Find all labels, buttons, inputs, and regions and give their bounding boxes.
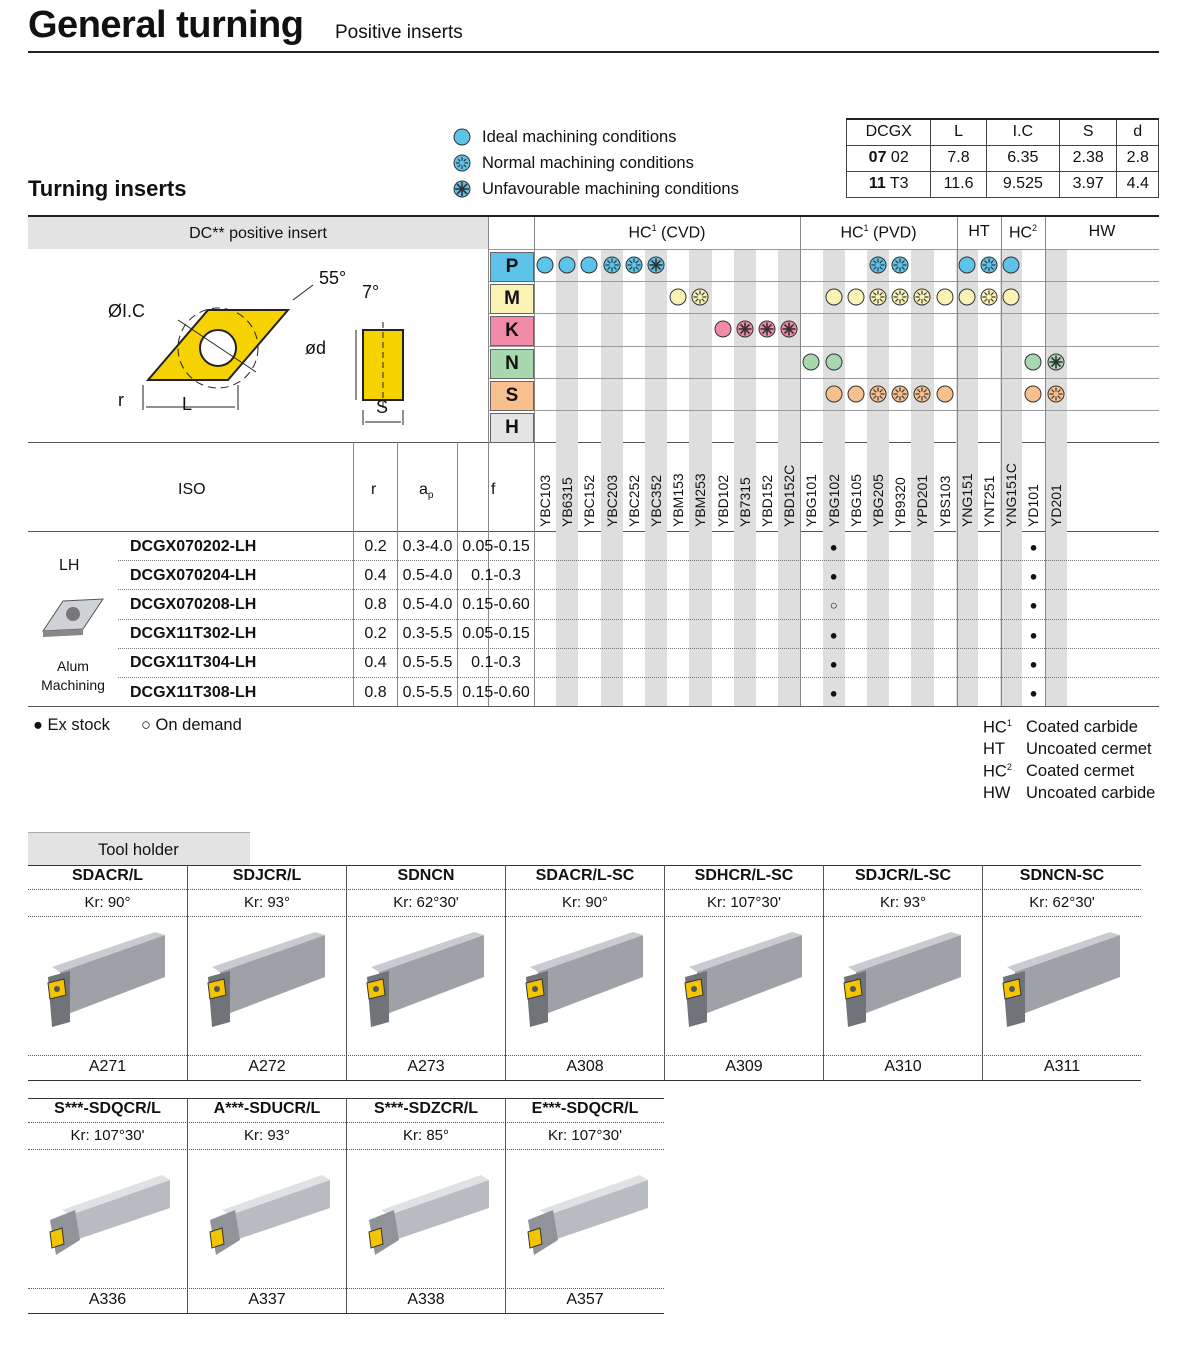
grade-table: [28, 215, 1159, 709]
on-demand-note: ○ On demand: [141, 716, 242, 734]
material-m: M: [490, 284, 534, 314]
holder-kr: Kr: 93°: [243, 1127, 291, 1144]
material-p: P: [490, 252, 534, 282]
holder-code: A357: [566, 1291, 604, 1308]
col-f: f: [491, 481, 496, 498]
grade-label: YBD102: [714, 474, 731, 527]
grade-label: YB6315: [559, 477, 576, 527]
holder-card: [505, 865, 664, 1080]
holder-code: A336: [88, 1291, 127, 1308]
holder-code: A311: [1043, 1058, 1081, 1075]
material-row-line: [488, 410, 1159, 411]
f-value: 0.05-0.15: [462, 625, 530, 643]
holder-code: A338: [407, 1291, 445, 1308]
dim-header: S: [1060, 119, 1117, 145]
dim-value: 6.35: [986, 145, 1059, 171]
normal-circle-icon: [452, 153, 472, 173]
normal-circle-icon: [912, 384, 932, 404]
material-k: K: [490, 316, 534, 346]
normal-circle-icon: [690, 287, 710, 307]
dim-value: 9.525: [986, 171, 1059, 197]
holder-code: A309: [725, 1058, 763, 1075]
stock-mark: ●: [1029, 656, 1038, 672]
normal-circle-icon: [868, 287, 888, 307]
tool-holder-image: [995, 927, 1135, 1037]
iso-code: DCGX11T302-LH: [130, 625, 257, 643]
holder-name: SDHCR/L-SC: [694, 867, 794, 884]
grade-label: YNT251: [981, 475, 997, 527]
holder-name: A***-SDUCR/L: [213, 1100, 321, 1117]
radius-value: 0.4: [364, 566, 387, 584]
grade-label: YBD152: [759, 474, 775, 527]
holder-name: SDACR/L-SC: [535, 867, 635, 884]
holder-name: SDJCR/L: [232, 867, 302, 884]
holder-kr: Kr: 93°: [879, 894, 927, 911]
page-subtitle: Positive inserts: [335, 22, 463, 43]
ideal-circle-icon: [713, 319, 733, 339]
abbr-hc1-desc: Coated carbide: [1026, 718, 1138, 736]
normal-circle-icon: [890, 384, 910, 404]
dim-header: L: [931, 119, 986, 145]
ap-value: 0.3-4.0: [402, 537, 453, 555]
radius-value: 0.4: [364, 654, 387, 672]
ideal-circle-icon: [1001, 255, 1021, 275]
holder-kr: Kr: 107°30': [707, 894, 781, 911]
abbr-hw: HW: [983, 784, 1011, 802]
grade-label: YBC103: [537, 474, 553, 527]
dim-value: 2.8: [1117, 145, 1159, 171]
material-row-line: [488, 378, 1159, 379]
holder-card: [664, 865, 823, 1080]
material-row-line: [488, 281, 1159, 282]
diagram-S: S: [376, 397, 389, 417]
dim-header: I.C: [986, 119, 1059, 145]
ideal-circle-icon: [1001, 287, 1021, 307]
grade-label: YBS103: [936, 475, 953, 527]
grade-label: YB7315: [736, 477, 753, 527]
legend-unfavourable-label: Unfavourable machining conditions: [482, 179, 739, 198]
material-n: N: [490, 349, 534, 379]
tool-holder-image: [200, 927, 340, 1037]
group-hc-cvd: $HC^1$ (CVD): [628, 223, 706, 242]
stock-mark: ●: [829, 656, 838, 672]
tool-holder-image: [359, 927, 499, 1037]
column-separator: [800, 217, 801, 706]
material-row-line: [488, 249, 1159, 250]
diagram-d: ød: [305, 338, 327, 358]
hand-label: LH: [59, 557, 80, 574]
grade-label: YBG102: [825, 474, 842, 527]
grade-label: YBM153: [670, 473, 687, 527]
insert-header: DC** positive insert: [28, 217, 488, 249]
ap-value: 0.3-5.5: [402, 625, 453, 643]
grade-label: YBC252: [625, 474, 642, 527]
holder-card: [28, 1098, 187, 1313]
abbr-ht: HT: [983, 740, 1005, 758]
holder-code: A271: [88, 1058, 127, 1075]
holder-name: SDNCN: [397, 867, 455, 884]
f-value: 0.1-0.3: [471, 566, 521, 584]
stock-mark: ●: [1029, 539, 1038, 555]
iso-code: DCGX11T308-LH: [130, 683, 257, 701]
unfavourable-circle-icon: [779, 319, 799, 339]
unfavourable-circle-icon: [1046, 352, 1066, 372]
stock-mark: ●: [829, 568, 838, 584]
normal-circle-icon: [624, 255, 644, 275]
holder-bottom-line: [28, 1313, 664, 1314]
dim-value: 3.97: [1060, 171, 1117, 197]
holder-kr: Kr: 62°30': [393, 894, 459, 911]
radius-value: 0.8: [364, 595, 387, 613]
tool-holder-image: [40, 927, 180, 1037]
stock-mark: ●: [829, 685, 838, 701]
insert-image: [38, 593, 108, 638]
holder-card: [982, 865, 1141, 1080]
legend-unfavourable: [452, 179, 739, 199]
stock-mark: ●: [1029, 568, 1038, 584]
material-row-line: [488, 346, 1159, 347]
normal-circle-icon: [890, 287, 910, 307]
ideal-circle-icon: [935, 287, 955, 307]
legend-ideal: [452, 127, 676, 147]
holder-card: [187, 865, 346, 1080]
grade-label: YBD152C: [781, 464, 798, 527]
tool-holder-image: [518, 1160, 658, 1270]
stock-mark: ●: [1029, 597, 1038, 613]
dim-value: 4.4: [1117, 171, 1159, 197]
dim-size: 11 T3: [847, 171, 931, 197]
stock-mark: ●: [1029, 685, 1038, 701]
holder-kr: Kr: 107°30': [548, 1127, 622, 1144]
f-value: 0.15-0.60: [462, 595, 530, 613]
holder-kr: Kr: 93°: [243, 894, 291, 911]
diagram-angle-7: 7°: [362, 282, 380, 302]
normal-circle-icon: [979, 287, 999, 307]
tool-holder-image: [359, 1160, 499, 1270]
diagram-angle-55: 55°: [319, 268, 347, 288]
col-iso: ISO: [178, 481, 206, 498]
dim-value: 2.38: [1060, 145, 1117, 171]
legend-ideal-label: Ideal machining conditions: [482, 127, 677, 146]
stock-mark: ●: [1029, 627, 1038, 643]
stock-mark: ●: [829, 627, 838, 643]
ideal-circle-icon: [579, 255, 599, 275]
unfavourable-circle-icon: [452, 179, 472, 199]
tool-holder-tab: Tool holder: [28, 832, 250, 865]
normal-circle-icon: [868, 255, 888, 275]
unfavourable-circle-icon: [735, 319, 755, 339]
holder-kr: Kr: 62°30': [1029, 894, 1095, 911]
tool-holder-image: [836, 927, 976, 1037]
radius-value: 0.2: [364, 625, 387, 643]
holder-kr: Kr: 85°: [402, 1127, 450, 1144]
dim-value: 7.8: [931, 145, 986, 171]
grade-label: YD101: [1025, 484, 1042, 527]
normal-circle-icon: [1046, 384, 1066, 404]
iso-code: DCGX11T304-LH: [130, 654, 257, 672]
ap-value: 0.5-5.5: [402, 683, 453, 701]
abbr-hc2-desc: Coated cermet: [1026, 762, 1135, 780]
dim-size: 07 02: [847, 145, 931, 171]
holder-card: [346, 1098, 505, 1313]
radius-value: 0.8: [364, 683, 387, 701]
grade-label: YNG151C: [1003, 463, 1020, 527]
ideal-circle-icon: [824, 287, 844, 307]
abbr-ht-desc: Uncoated cermet: [1026, 740, 1152, 758]
holder-card: [505, 1098, 664, 1313]
holder-kr: Kr: 107°30': [70, 1127, 145, 1144]
dimension-table: [846, 118, 1159, 198]
column-separator: [534, 217, 535, 706]
group-hc2: $HC^2$: [1008, 223, 1038, 242]
grade-label: YBG205: [870, 474, 886, 527]
grade-label: YBG101: [803, 474, 820, 527]
f-value: 0.05-0.15: [462, 537, 530, 555]
group-hc-pvd: $HC^1$ (PVD): [840, 223, 917, 242]
ideal-circle-icon: [801, 352, 821, 372]
grade-label: YB9320: [892, 477, 909, 527]
holder-code: A273: [407, 1058, 445, 1075]
col-r: r: [371, 481, 377, 498]
grade-label: YPD201: [914, 474, 931, 527]
abbr-hc1: $HC^1$: [983, 718, 1012, 737]
ap-value: 0.5-4.0: [402, 566, 453, 584]
iso-code: DCGX070204-LH: [130, 566, 257, 584]
grade-label: YD201: [1047, 484, 1064, 527]
holder-card: [346, 865, 505, 1080]
normal-circle-icon: [602, 255, 622, 275]
group-hw: HW: [1088, 223, 1116, 240]
title-divider: [28, 51, 1159, 53]
ideal-circle-icon: [535, 255, 555, 275]
material-s: S: [490, 381, 534, 411]
radius-value: 0.2: [364, 537, 387, 555]
material-row-line: [488, 313, 1159, 314]
abbr-hw-desc: Uncoated carbide: [1026, 784, 1156, 802]
insert-diagram: [98, 260, 458, 430]
holder-name: SDACR/L: [71, 867, 144, 884]
holder-code: A308: [566, 1058, 604, 1075]
tool-holder-image: [518, 927, 658, 1037]
iso-code: DCGX070208-LH: [130, 595, 257, 613]
dim-header: DCGX: [847, 119, 931, 145]
grade-label: YBC152: [581, 474, 598, 527]
grade-label: YNG151: [958, 473, 975, 527]
section-title: Turning inserts: [28, 176, 187, 201]
holder-code: A272: [248, 1058, 286, 1075]
diagram-L: L: [182, 394, 193, 414]
holder-name: SDNCN-SC: [1019, 867, 1105, 884]
ideal-circle-icon: [957, 255, 977, 275]
material-h: H: [490, 413, 534, 443]
tool-holder-image: [200, 1160, 340, 1270]
ideal-circle-icon: [452, 127, 472, 147]
ideal-circle-icon: [1023, 384, 1043, 404]
f-value: 0.1-0.3: [471, 654, 521, 672]
grade-label: YBC203: [603, 474, 620, 527]
diagram-ic: ØI.C: [108, 301, 146, 321]
ideal-circle-icon: [824, 384, 844, 404]
holder-card: [187, 1098, 346, 1313]
iso-code: DCGX070202-LH: [130, 537, 257, 555]
holder-kr: Kr: 90°: [561, 894, 609, 911]
normal-circle-icon: [912, 287, 932, 307]
group-ht: HT: [968, 223, 990, 240]
dim-header: d: [1117, 119, 1159, 145]
grade-label: YBM253: [692, 473, 709, 527]
holder-card: [28, 865, 187, 1080]
holder-name: S***-SDQCR/L: [54, 1100, 161, 1117]
holder-bottom-line: [28, 1080, 1141, 1081]
diagram-r: r: [118, 390, 124, 410]
grade-label: YBG105: [847, 474, 864, 527]
normal-circle-icon: [890, 255, 910, 275]
ideal-circle-icon: [846, 287, 866, 307]
ideal-circle-icon: [668, 287, 688, 307]
unfavourable-circle-icon: [757, 319, 777, 339]
legend-normal-label: Normal machining conditions: [482, 153, 694, 172]
holder-card: [823, 865, 982, 1080]
grade-label: YBC352: [648, 474, 664, 527]
alum-note: Alum Machining: [41, 658, 105, 693]
unfavourable-circle-icon: [646, 255, 666, 275]
holder-code: A310: [884, 1058, 922, 1075]
page-title: General turning: [28, 4, 304, 46]
stock-mark: ○: [829, 597, 838, 613]
stock-mark: ●: [829, 539, 838, 555]
tool-holder-image: [40, 1160, 180, 1270]
dim-value: 11.6: [931, 171, 986, 197]
holder-kr: Kr: 90°: [84, 894, 131, 911]
ideal-circle-icon: [1023, 352, 1043, 372]
holder-name: S***-SDZCR/L: [373, 1100, 478, 1117]
normal-circle-icon: [979, 255, 999, 275]
tool-holder-image: [677, 927, 817, 1037]
ex-stock-note: ● Ex stock: [33, 716, 110, 734]
legend-normal: [452, 153, 694, 173]
ideal-circle-icon: [957, 287, 977, 307]
ideal-circle-icon: [557, 255, 577, 275]
ideal-circle-icon: [935, 384, 955, 404]
ideal-circle-icon: [824, 352, 844, 372]
abbr-hc2: $HC^2$: [983, 762, 1012, 781]
ap-value: 0.5-4.0: [402, 595, 453, 613]
ideal-circle-icon: [846, 384, 866, 404]
normal-circle-icon: [868, 384, 888, 404]
col-ap: $a_p$: [419, 481, 434, 502]
holder-name: SDJCR/L-SC: [854, 867, 951, 884]
holder-code: A337: [248, 1291, 286, 1308]
grade-column-stripe: [1045, 249, 1067, 706]
ap-value: 0.5-5.5: [402, 654, 453, 672]
column-separator: [1045, 217, 1046, 706]
holder-name: E***-SDQCR/L: [531, 1100, 639, 1117]
f-value: 0.15-0.60: [462, 683, 530, 701]
